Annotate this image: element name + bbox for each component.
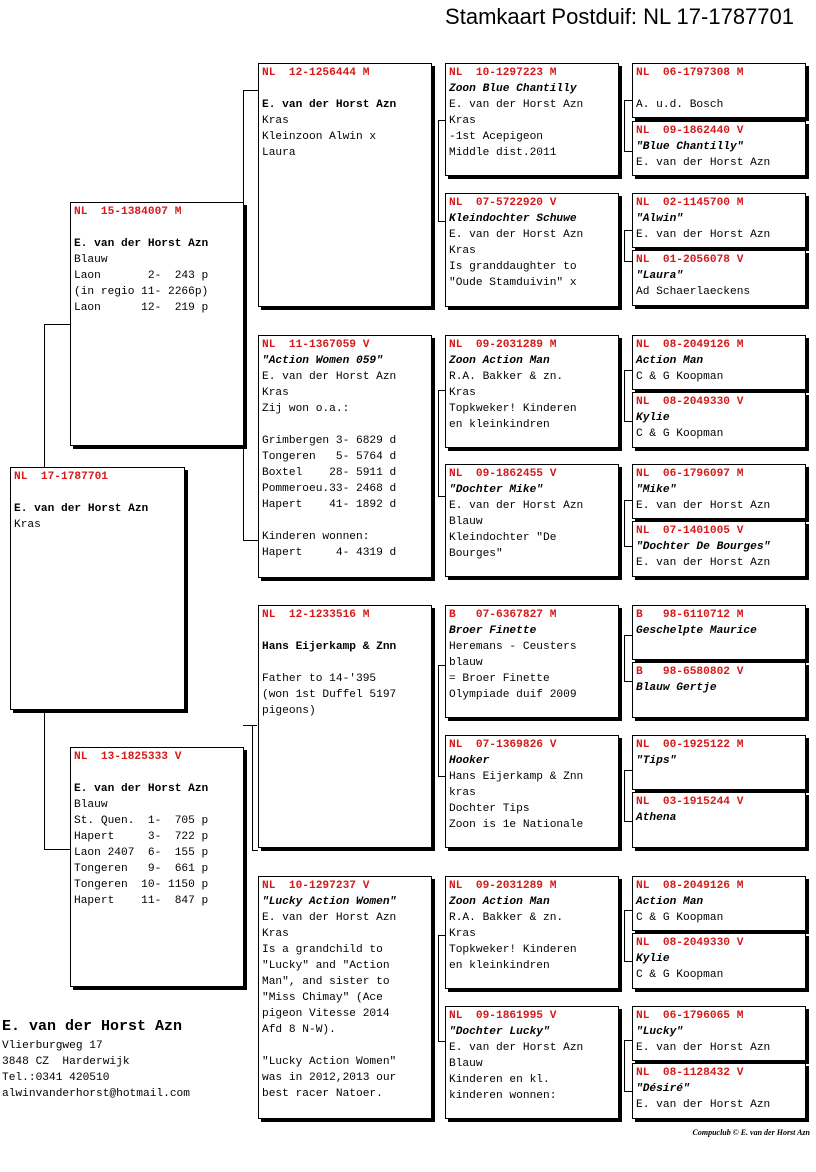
ring-number: B 07-6367827 M xyxy=(449,609,557,621)
pigeon-detail-line: "Lucky" and "Action xyxy=(262,960,390,972)
pigeon-detail-line: Kras xyxy=(449,928,476,940)
pigeon-card-gen3-8 xyxy=(445,1006,619,1119)
pigeon-detail-line: best racer Natoer. xyxy=(262,1088,383,1100)
pigeon-card-gen3-2 xyxy=(445,193,619,307)
pigeon-detail-line: en kleinkindren xyxy=(449,419,550,431)
pigeon-detail-line: pigeon Vitesse 2014 xyxy=(262,1008,390,1020)
ring-number: NL 08-1128432 V xyxy=(636,1067,744,1079)
pigeon-detail-line: E. van der Horst Azn xyxy=(449,500,584,512)
pigeon-detail-line: en kleinkindren xyxy=(449,960,550,972)
pigeon-detail-line xyxy=(262,655,428,671)
pigeon-detail-line: Ad Schaerlaeckens xyxy=(636,286,751,298)
pigeon-detail-line: St. Quen. 1- 705 p xyxy=(74,815,209,827)
owner-address: Vlierburgweg 17 xyxy=(2,1040,103,1052)
pigeon-card-gen4-9 xyxy=(632,605,806,660)
pigeon-detail-line: Hapert 11- 847 p xyxy=(74,895,209,907)
owner-info xyxy=(2,1016,190,1102)
pigeon-name: "Tips" xyxy=(636,755,677,767)
pigeon-detail-line xyxy=(262,513,428,529)
pigeon-card-gen4-15 xyxy=(632,1006,806,1061)
pigeon-card-gen4-12 xyxy=(632,792,806,848)
pigeon-detail-line: Blauw xyxy=(74,799,108,811)
pigeon-name xyxy=(74,220,240,236)
pigeon-detail-line: Afd 8 N-W). xyxy=(262,1024,336,1036)
pigeon-detail-line: Father to 14-'395 xyxy=(262,673,377,685)
pigeon-detail-line: R.A. Bakker & zn. xyxy=(449,371,564,383)
pigeon-card-gen4-14 xyxy=(632,933,806,989)
owner-city: 3848 CZ Harderwijk xyxy=(2,1056,130,1068)
pigeon-name: "Dochter Lucky" xyxy=(449,1026,550,1038)
pigeon-detail-line: kras xyxy=(449,787,476,799)
pigeon-card-gen4-6 xyxy=(632,392,806,448)
ring-number: NL 09-2031289 M xyxy=(449,339,557,351)
ring-number: NL 07-1401005 V xyxy=(636,525,744,537)
pigeon-detail-line: Laura xyxy=(262,147,296,159)
ring-number: NL 15-1384007 M xyxy=(74,206,182,218)
pigeon-card-gen3-7 xyxy=(445,876,619,989)
pigeon-name: "Mike" xyxy=(636,484,677,496)
pigeon-card-gen4-2 xyxy=(632,121,806,176)
pigeon-detail-line: Hapert 41- 1892 d xyxy=(262,499,397,511)
pigeon-detail-line: Dochter Tips xyxy=(449,803,530,815)
pigeon-detail-line: Tongeren 9- 661 p xyxy=(74,863,209,875)
pigeon-name: Broer Finette xyxy=(449,625,537,637)
pigeon-name: "Dochter De Bourges" xyxy=(636,541,771,553)
pigeon-name: "Action Women 059" xyxy=(262,355,383,367)
ring-number: NL 09-1862440 V xyxy=(636,125,744,137)
footer-credit: Compuclub © E. van der Horst Azn xyxy=(692,1128,810,1137)
pigeon-detail-line: = Broer Finette xyxy=(449,673,550,685)
pigeon-detail-line: -1st Acepigeon xyxy=(449,131,543,143)
pigeon-detail-line: E. van der Horst Azn xyxy=(14,503,149,515)
pigeon-detail-line: E. van der Horst Azn xyxy=(636,157,771,169)
ring-number: NL 03-1915244 V xyxy=(636,796,744,808)
pigeon-card-gen4-10 xyxy=(632,662,806,718)
pigeon-name: "Laura" xyxy=(636,270,683,282)
pigeon-detail-line: Grimbergen 3- 6829 d xyxy=(262,435,397,447)
pigeon-detail-line: E. van der Horst Azn xyxy=(262,912,397,924)
pigeon-detail-line: Tongeren 5- 5764 d xyxy=(262,451,397,463)
ring-number: NL 01-2056078 V xyxy=(636,254,744,266)
pigeon-detail-line: E. van der Horst Azn xyxy=(74,783,209,795)
pigeon-detail-line: Laon 12- 219 p xyxy=(74,302,209,314)
pigeon-detail-line: was in 2012,2013 our xyxy=(262,1072,397,1084)
pigeon-detail-line: Is granddaughter to xyxy=(449,261,577,273)
ring-number: NL 06-1796097 M xyxy=(636,468,744,480)
pigeon-card-gen4-4 xyxy=(632,250,806,306)
pigeon-card-gen4-11 xyxy=(632,735,806,790)
pigeon-name: "Blue Chantilly" xyxy=(636,141,744,153)
owner-email: alwinvanderhorst@hotmail.com xyxy=(2,1088,190,1100)
pigeon-name xyxy=(636,81,802,97)
pigeon-detail-line: (won 1st Duffel 5197 xyxy=(262,689,397,701)
pigeon-detail-line: Blauw xyxy=(74,254,108,266)
pigeon-name: Action Man xyxy=(636,896,704,908)
pigeon-detail-line xyxy=(262,417,428,433)
pigeon-detail-line: "Oude Stamduivin" x xyxy=(449,277,577,289)
ring-number: NL 07-5722920 V xyxy=(449,197,557,209)
pigeon-name xyxy=(74,765,240,781)
pigeon-detail-line: Kleinzoon Alwin x xyxy=(262,131,377,143)
pigeon-detail-line: Hans Eijerkamp & Znn xyxy=(449,771,584,783)
ring-number: NL 10-1297223 M xyxy=(449,67,557,79)
pigeon-name: Geschelpte Maurice xyxy=(636,625,757,637)
pigeon-detail-line: Is a grandchild to xyxy=(262,944,383,956)
pigeon-detail-line: Blauw xyxy=(449,516,483,528)
pigeon-detail-line: Topkweker! Kinderen xyxy=(449,403,577,415)
pigeon-detail-line: "Miss Chimay" (Ace xyxy=(262,992,383,1004)
pigeon-detail-line: Hapert 4- 4319 d xyxy=(262,547,397,559)
pigeon-detail-line: E. van der Horst Azn xyxy=(449,229,584,241)
pigeon-card-sire xyxy=(70,202,244,446)
pigeon-name: Zoon Action Man xyxy=(449,896,550,908)
pigeon-detail-line: C & G Koopman xyxy=(636,969,724,981)
pigeon-detail-line: C & G Koopman xyxy=(636,428,724,440)
pigeon-card-gen4-13 xyxy=(632,876,806,931)
pigeon-name: Zoon Blue Chantilly xyxy=(449,83,577,95)
owner-name: E. van der Horst Azn xyxy=(2,1018,183,1035)
pigeon-name: Blauw Gertje xyxy=(636,682,717,694)
page-title: Stamkaart Postduif: NL 17-1787701 xyxy=(445,4,794,29)
pigeon-name: "Lucky" xyxy=(636,1026,683,1038)
ring-number: NL 12-1233516 M xyxy=(262,609,370,621)
pigeon-detail-line: Man", and sister to xyxy=(262,976,390,988)
pigeon-detail-line: Pommeroeu.33- 2468 d xyxy=(262,483,397,495)
ring-number: NL 08-2049330 V xyxy=(636,937,744,949)
pigeon-detail-line: E. van der Horst Azn xyxy=(636,1042,771,1054)
pigeon-name: "Lucky Action Women" xyxy=(262,896,397,908)
pigeon-name: Zoon Action Man xyxy=(449,355,550,367)
pigeon-detail-line: Kras xyxy=(449,115,476,127)
ring-number: NL 08-2049126 M xyxy=(636,339,744,351)
pigeon-name xyxy=(262,81,428,97)
pigeon-detail-line: Blauw xyxy=(449,1058,483,1070)
pigeon-card-gen3-6 xyxy=(445,735,619,848)
ring-number: NL 09-1861995 V xyxy=(449,1010,557,1022)
ring-number: NL 08-2049330 V xyxy=(636,396,744,408)
pigeon-detail-line: Zij won o.a.: xyxy=(262,403,350,415)
pigeon-detail-line: "Lucky Action Women" xyxy=(262,1056,397,1068)
pigeon-detail-line: E. van der Horst Azn xyxy=(636,500,771,512)
pigeon-detail-line: Tongeren 10- 1150 p xyxy=(74,879,209,891)
pigeon-detail-line: E. van der Horst Azn xyxy=(449,1042,584,1054)
pigeon-detail-line: Bourges" xyxy=(449,548,503,560)
pigeon-name: Hooker xyxy=(449,755,490,767)
pigeon-detail-line: Kras xyxy=(262,115,289,127)
pigeon-detail-line: Heremans - Ceusters xyxy=(449,641,577,653)
pigeon-detail-line: blauw xyxy=(449,657,483,669)
pigeon-card-grandsire-1 xyxy=(258,63,432,307)
pigeon-detail-line: Hans Eijerkamp & Znn xyxy=(262,641,397,653)
pigeon-detail-line: E. van der Horst Azn xyxy=(262,371,397,383)
pigeon-card-gen4-16 xyxy=(632,1063,806,1119)
ring-number: NL 10-1297237 V xyxy=(262,880,370,892)
ring-number: NL 02-1145700 M xyxy=(636,197,744,209)
pigeon-detail-line: A. u.d. Bosch xyxy=(636,99,724,111)
pigeon-name: "Alwin" xyxy=(636,213,683,225)
pigeon-card-gen3-4 xyxy=(445,464,619,577)
pigeon-card-gen4-8 xyxy=(632,521,806,577)
pigeon-detail-line: E. van der Horst Azn xyxy=(636,557,771,569)
ring-number: NL 17-1787701 xyxy=(14,471,108,483)
owner-phone: Tel.:0341 420510 xyxy=(2,1072,110,1084)
pigeon-detail-line: Zoon is 1e Nationale xyxy=(449,819,584,831)
pigeon-detail-line: R.A. Bakker & zn. xyxy=(449,912,564,924)
ring-number: NL 09-1862455 V xyxy=(449,468,557,480)
pigeon-card-grandsire-2 xyxy=(258,605,432,848)
pigeon-detail-line: kinderen wonnen: xyxy=(449,1090,557,1102)
pigeon-name: Athena xyxy=(636,812,677,824)
pigeon-detail-line: Kinderen en kl. xyxy=(449,1074,550,1086)
pigeon-name xyxy=(14,485,181,501)
pigeon-detail-line: Kras xyxy=(449,245,476,257)
pigeon-name: Action Man xyxy=(636,355,704,367)
pigeon-name xyxy=(262,623,428,639)
pigeon-detail-line: pigeons) xyxy=(262,705,316,717)
pigeon-detail-line: C & G Koopman xyxy=(636,912,724,924)
pigeon-name: "Dochter Mike" xyxy=(449,484,543,496)
ring-number: NL 12-1256444 M xyxy=(262,67,370,79)
pigeon-detail-line: Topkweker! Kinderen xyxy=(449,944,577,956)
pigeon-detail-line: Olympiade duif 2009 xyxy=(449,689,577,701)
pigeon-detail-line: E. van der Horst Azn xyxy=(262,99,397,111)
pigeon-card-gen3-3 xyxy=(445,335,619,448)
pigeon-detail-line: Kras xyxy=(14,519,41,531)
pigeon-detail-line xyxy=(262,1038,428,1054)
ring-number: NL 06-1797308 M xyxy=(636,67,744,79)
ring-number: NL 13-1825333 V xyxy=(74,751,182,763)
pigeon-detail-line: Kinderen wonnen: xyxy=(262,531,370,543)
pigeon-detail-line: Kras xyxy=(262,928,289,940)
pigeon-detail-line: E. van der Horst Azn xyxy=(449,99,584,111)
ring-number: NL 09-2031289 M xyxy=(449,880,557,892)
pigeon-card-subject xyxy=(10,467,185,710)
pigeon-detail-line: Middle dist.2011 xyxy=(449,147,557,159)
ring-number: NL 06-1796065 M xyxy=(636,1010,744,1022)
pigeon-detail-line: Kleindochter "De xyxy=(449,532,557,544)
pigeon-detail-line: E. van der Horst Azn xyxy=(636,229,771,241)
pigeon-detail-line: Kras xyxy=(262,387,289,399)
pigeon-card-gen4-7 xyxy=(632,464,806,519)
pigeon-name: Kylie xyxy=(636,412,670,424)
pigeon-card-gen4-1 xyxy=(632,63,806,118)
pigeon-card-gen4-5 xyxy=(632,335,806,390)
pigeon-detail-line: C & G Koopman xyxy=(636,371,724,383)
pigeon-detail-line: Laon 2- 243 p xyxy=(74,270,209,282)
pigeon-card-gen4-3 xyxy=(632,193,806,248)
pigeon-card-gen3-1 xyxy=(445,63,619,176)
ring-number: NL 00-1925122 M xyxy=(636,739,744,751)
pigeon-detail-line: Hapert 3- 722 p xyxy=(74,831,209,843)
pigeon-card-dam xyxy=(70,747,244,987)
ring-number: NL 07-1369826 V xyxy=(449,739,557,751)
pigeon-card-gen3-5 xyxy=(445,605,619,718)
ring-number: B 98-6580802 V xyxy=(636,666,744,678)
ring-number: NL 11-1367059 V xyxy=(262,339,370,351)
pigeon-name: "Désiré" xyxy=(636,1083,690,1095)
ring-number: B 98-6110712 M xyxy=(636,609,744,621)
pigeon-name: Kleindochter Schuwe xyxy=(449,213,577,225)
pigeon-detail-line: Laon 2407 6- 155 p xyxy=(74,847,209,859)
pigeon-detail-line: (in regio 11- 2266p) xyxy=(74,286,209,298)
pigeon-card-granddam-1 xyxy=(258,335,432,578)
ring-number: NL 08-2049126 M xyxy=(636,880,744,892)
pigeon-detail-line: Kras xyxy=(449,387,476,399)
pigeon-detail-line: Boxtel 28- 5911 d xyxy=(262,467,397,479)
pigeon-detail-line: E. van der Horst Azn xyxy=(636,1099,771,1111)
pigeon-detail-line: E. van der Horst Azn xyxy=(74,238,209,250)
pigeon-card-granddam-2 xyxy=(258,876,432,1119)
pigeon-name: Kylie xyxy=(636,953,670,965)
